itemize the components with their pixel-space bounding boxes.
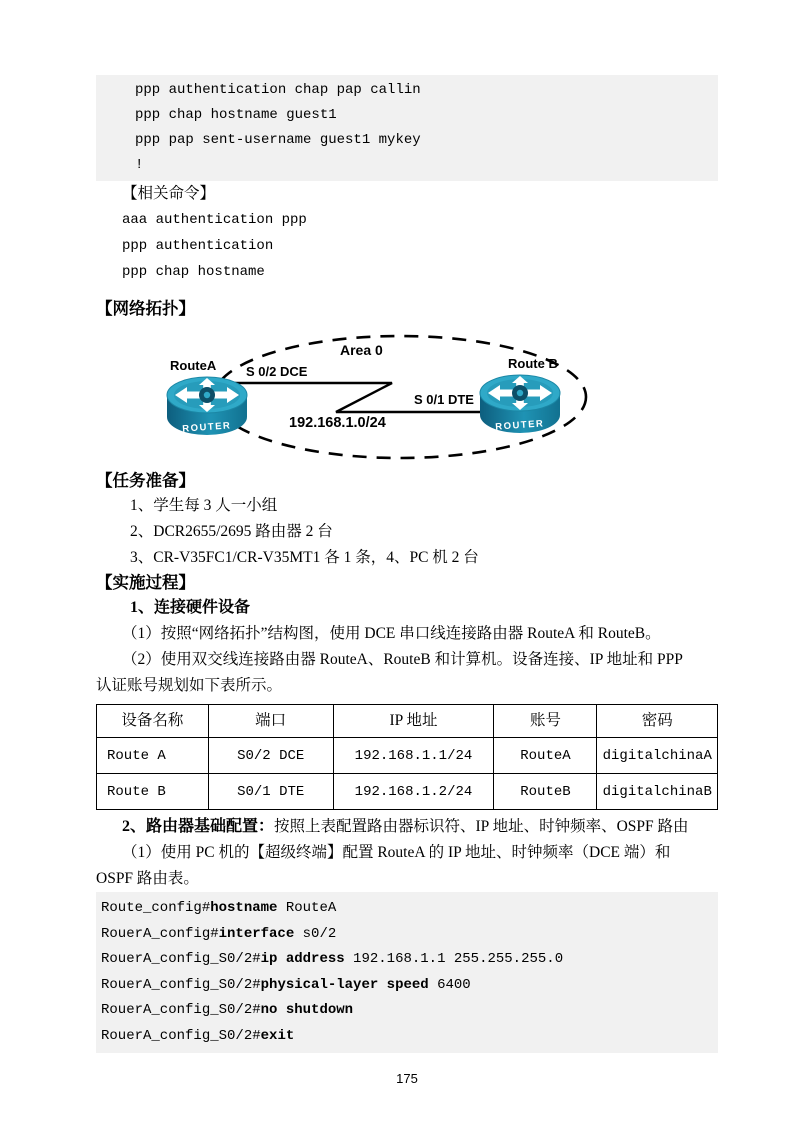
topology-diagram xyxy=(96,329,718,467)
table-cell: digitalchinaA xyxy=(597,738,718,774)
table-cell: 192.168.1.2/24 xyxy=(333,774,494,810)
code-line: Route_config#hostname RouteA xyxy=(101,900,337,916)
table-header-cell: 密码 xyxy=(597,705,718,738)
related-commands-section xyxy=(96,181,718,285)
implementation-paragraph: 认证账号规划如下表所示。 xyxy=(96,677,283,694)
code-line: ! xyxy=(135,157,144,173)
command-line: aaa authentication ppp xyxy=(122,212,307,228)
table-cell: digitalchinaB xyxy=(597,774,718,810)
step1-heading: 1、连接硬件设备 xyxy=(130,599,251,616)
router-b-body-text: ROUTER xyxy=(494,418,545,433)
code-line: RouerA_config_S0/2#physical-layer speed 6400 xyxy=(101,976,471,993)
command-line: ppp chap hostname xyxy=(122,264,265,280)
page-number: 175 xyxy=(396,1071,418,1086)
code-block-bottom xyxy=(96,892,718,1053)
code-line: ppp chap hostname guest1 xyxy=(135,107,337,123)
step2-heading-rest: 按照上表配置路由器标识符、IP 地址、时钟频率、OSPF 路由 xyxy=(274,818,689,835)
command-line: ppp authentication xyxy=(122,238,274,254)
router-a-icon xyxy=(166,375,248,437)
step2-paragraph: （1）使用 PC 机的【超级终端】配置 RouteA 的 IP 地址、时钟频率（DCE 端）和 xyxy=(122,844,671,861)
network-label: 192.168.1.0/24 xyxy=(289,415,386,431)
table-row xyxy=(97,774,718,810)
table-cell: RouteB xyxy=(494,774,597,810)
table-header-cell: 端口 xyxy=(208,705,333,738)
table-header-row xyxy=(97,705,718,738)
preparation-item: 2、DCR2655/2695 路由器 2 台 xyxy=(130,523,333,540)
code-line: RouerA_config_S0/2#ip address 192.168.1.1 255.255.255.0 xyxy=(101,951,564,967)
table-cell: RouteA xyxy=(494,738,597,774)
code-block-top xyxy=(96,75,718,181)
table-cell: S0/2 DCE xyxy=(208,738,333,774)
router-b-label: Route B xyxy=(508,356,558,371)
interface-left-label: S 0/2 DCE xyxy=(246,364,308,379)
implementation-paragraph: （1）按照“网络拓扑”结构图，使用 DCE 串口线连接路由器 RouteA 和 RouteB。 xyxy=(122,625,661,642)
table-cell: Route A xyxy=(97,738,209,774)
area-label: Area 0 xyxy=(340,342,383,358)
preparation-item: 3、CR-V35FC1/CR-V35MT1 各 1 条，4、PC 机 2 台 xyxy=(130,549,479,566)
implementation-paragraph: （2）使用双交线连接路由器 RouteA、RouteB 和计算机。设备连接、IP 地址和 PPP xyxy=(122,651,683,668)
code-line: RouerA_config_S0/2#exit xyxy=(101,1027,295,1044)
implementation-heading: 【实施过程】 xyxy=(96,573,195,592)
table-cell: S0/1 DTE xyxy=(208,774,333,810)
topology-heading: 【网络拓扑】 xyxy=(96,299,195,318)
router-a-body-text: ROUTER xyxy=(181,420,232,435)
code-line: RouerA_config_S0/2#no shutdown xyxy=(101,1002,354,1018)
interface-right-label: S 0/1 DTE xyxy=(414,392,474,407)
preparation-item: 1、学生每 3 人一小组 xyxy=(130,497,278,514)
router-a-label: RouteA xyxy=(170,358,217,373)
table-header-cell: 账号 xyxy=(494,705,597,738)
router-b-icon xyxy=(479,373,561,435)
preparation-heading: 【任务准备】 xyxy=(96,471,195,490)
code-line: ppp pap sent-username guest1 mykey xyxy=(135,132,421,148)
table-cell: Route B xyxy=(97,774,209,810)
code-line: ppp authentication chap pap callin xyxy=(135,82,421,98)
device-table xyxy=(96,704,718,810)
table-header-cell: IP 地址 xyxy=(333,705,494,738)
table-header-cell: 设备名称 xyxy=(97,705,209,738)
related-commands-heading: 【相关命令】 xyxy=(122,185,216,202)
code-line: RouerA_config#interface s0/2 xyxy=(101,925,337,942)
table-row xyxy=(97,738,718,774)
table-cell: 192.168.1.1/24 xyxy=(333,738,494,774)
step2-heading: 2、路由器基础配置： xyxy=(122,818,275,835)
step2-paragraph: OSPF 路由表。 xyxy=(96,870,199,887)
step2-heading-line xyxy=(96,814,718,840)
